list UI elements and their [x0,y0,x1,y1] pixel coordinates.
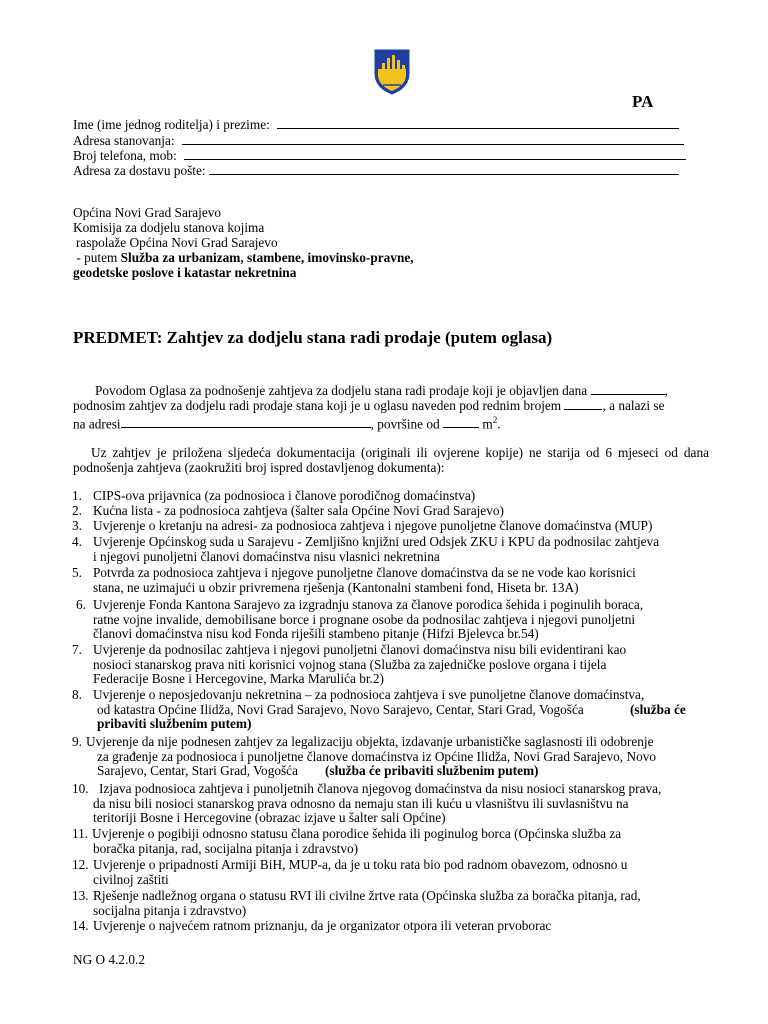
addressee-line-1: Općina Novi Grad Sarajevo [73,205,222,220]
list-item-number[interactable]: 14. [72,918,89,933]
addressee-line-4 [73,250,414,266]
list-item-text: (služba će pribaviti službenim putem) [325,763,539,778]
area-blank[interactable] [443,416,479,428]
list-item-text: teritoriji Bosne i Hercegovine (obrazac izjave u šalter sali Općine) [93,810,446,825]
list-item-text: Uvjerenje da podnosilac zahtjeva i njegovi punoljetni članovi domaćinstva nisu bili evidentirani kao [93,642,627,657]
list-item-text: Uvjerenje o pogibiji odnosno statusu člana porodice šehida ili poginulog borca (Općinska služba za [92,826,622,841]
intro-sup: 2 [492,415,498,425]
phone-label: Broj telefona, mob: [73,148,177,163]
mail-address-label: Adresa za dostavu pošte: [73,163,206,178]
footer-code: NG O 4.2.0.2 [73,952,146,967]
addressee-prefix: - putem [73,250,121,265]
mail-address-line[interactable] [209,163,679,175]
phone-field-row [73,148,686,164]
list-item-number[interactable]: 3. [72,518,82,533]
number-blank[interactable] [564,398,602,410]
list-item-text: Uvjerenje Fonda Kantona Sarajevo za izgradnju stanova za članove porodica šehida i poginulih boraca, [93,597,644,612]
addressee-line-5: geodetske poslove i katastar nekretnina [73,265,297,280]
intro-line-3: na adresi , površine od $m^2$. [73,415,501,432]
date-blank[interactable] [591,383,665,395]
coat-of-arms-logo [374,49,410,95]
name-line[interactable] [277,117,679,129]
list-item-text: za građenje za podnosioca i punoljetne članove domaćinstva iz Općine Ilidža, Novi Grad Sarajevo, Novo [97,748,657,764]
list-item-number[interactable]: 7. [72,642,82,657]
list-item-text: Uvjerenje o pripadnosti Armiji BiH, MUP-a, da je u toku rata bio pod radnom obavezom, odnosno u [93,857,628,872]
intro-line-1: Povodom Oglasa za podnošenje zahtjeva za dodjelu stana radi prodaje koji je objavljen dana , [95,383,668,398]
list-item-text: Potvrda za podnosioca zahtjeva i njegove punoljetne članove domaćinstva da se ne vode kao korisnici [93,565,636,580]
list-item-number[interactable]: 5. [72,565,82,580]
list-item-text: Kućna lista - za podnosioca zahtjeva (šalter sala Općine Novi Grad Sarajevo) [93,503,504,518]
list-item-text: stana, ne uzimajući u obzir privremena rješenja (Kantonalni stambeni fond, Hiseta br. 13A) [93,579,579,595]
name-label: Ime (ime jednog roditelja) i prezime: [73,117,270,132]
intro-line-2 [73,398,665,413]
mail-address-field-row [73,163,679,179]
addressee-line-2: Komisija za dodjelu stanova kojima [73,220,265,235]
list-item-text: CIPS-ova prijavnica (za podnosioca i članove porodičnog domaćinstva) [93,488,476,503]
list-item-number[interactable]: 10. [72,781,89,796]
list-item-text: Rješenje nadležnog organa o statusu RVI ili civilne žrtve rata (Općinska služba za boračka pitanja, rad, [93,888,641,903]
list-item-text: Federacije Bosne i Hercegovine, Marka Marulića br.2) [93,671,384,686]
intro-text-f: m [482,416,493,432]
list-item-text: Uvjerenje o neposjedovanju nekretnina – za podnosioca zahtjeva i sve punoljetne članove domaćinstva, [93,687,645,702]
list-item-number[interactable]: 8. [72,687,82,702]
list-item-text: Uvjerenje o najvećem ratnom priznanju, da je organizator otpora ili veteran prvoborac [93,918,552,933]
list-item-text: Izjava podnosioca zahtjeva i punoljetnih članova njegovog domaćinstva da nisu nosioci stanarskog prava, [99,781,662,796]
list-item-number[interactable]: 4. [72,534,82,549]
list-item-number[interactable]: 2. [72,503,82,518]
intro-text-b: podnosim zahtjev za dodjelu radi prodaje stana koji je u oglasu naveden pod rednim brojem [73,398,562,413]
list-item-number[interactable]: 13. [72,888,89,903]
list-item-text: Sarajevo, Centar, Stari Grad, Vogošća [97,763,298,778]
address-field-row [73,133,684,149]
list-item-text: članovi domaćinstva nisu kod Fonda riješili stambeno pitanje (Hifzi Bjelevca br.54) [93,626,539,641]
list-item-text: Uvjerenje Općinskog suda u Sarajevu - Zemljišno knjižni ured Odsjek ZKU i KPU da podnosilac zahtjeva [93,534,660,549]
list-item-text: socijalna pitanja i zdravstvo) [93,902,247,918]
phone-line[interactable] [184,148,686,160]
list-item-text: Uvjerenje da nije podnesen zahtjev za legalizaciju objekta, izdavanje urbanističke saglasnosti ili odobrenje [86,734,654,749]
intro-paragraph-2: Uz zahtjev je priložena sljedeća dokumentacija (originali ili ovjerene kopije) ne starija od 6 mjeseci od dana podnošenja zahtjeva (zaokružiti broj ispred dostavljenog dokumenta): [73,445,709,475]
list-item-text: i njegovi punoljetni članovi domaćinstva nisu vlasnici nekretnina [93,548,440,564]
address-line[interactable] [182,133,684,145]
address-label: Adresa stanovanja: [73,133,175,148]
intro-text-e: , površine od [370,416,440,432]
list-item-number[interactable]: 11. [72,826,89,841]
addressee-service: Služba za urbanizam, stambene, imovinsko-pravne, [120,250,414,265]
list-item-text: civilnoj zaštiti [93,871,169,887]
intro-text-d: na adresi [73,416,121,432]
list-item-text: ratne vojne invalide, demobilisane borce i prognane osobe da podnosilac zahtjeva i njegovi punoljetni [93,611,636,627]
subject-heading: PREDMET: Zahtjev za dodjelu stana radi prodaje (putem oglasa) [73,328,553,347]
list-item-bold-note: (služba će [630,701,686,717]
list-item-text: da nisu bili nosioci stanarskog prava odnosno da nemaju stan ili kuću u vlasništvu ili suvlasništvu na [93,795,629,811]
list-item-number[interactable]: 12. [72,857,89,872]
address-blank[interactable] [121,416,371,428]
list-item-text: boračka pitanja, rad, socijalna pitanja i zdravstvo) [93,840,359,856]
intro-text-c: , a nalazi se [602,398,665,413]
list-item-text: od katastra Općine Ilidža, Novi Grad Sarajevo, Novo Sarajevo, Centar, Stari Grad, Vogošća [97,701,584,717]
list-item-text: pribaviti službenim putem) [97,716,252,731]
name-field-row [73,117,679,133]
intro-text-a: Povodom Oglasa za podnošenje zahtjeva za dodjelu stana radi prodaje koji je objavljen dana [95,383,588,398]
list-item-text: nosioci stanarskog prava niti korisnici vojnog stana (Služba za zajedničke poslove organa i tijela [93,656,607,672]
addressee-line-3: raspolaže Općina Novi Grad Sarajevo [76,235,278,250]
list-item-number[interactable]: 1. [72,488,82,503]
list-item-text: Uvjerenje o kretanju na adresi- za podnosioca zahtjeva i njegove punoljetne članove domaćinstva (MUP) [93,518,653,533]
form-code: PA [632,92,654,111]
list-item-number[interactable]: 6. [76,597,86,612]
list-item-number[interactable]: 9. [72,734,82,749]
